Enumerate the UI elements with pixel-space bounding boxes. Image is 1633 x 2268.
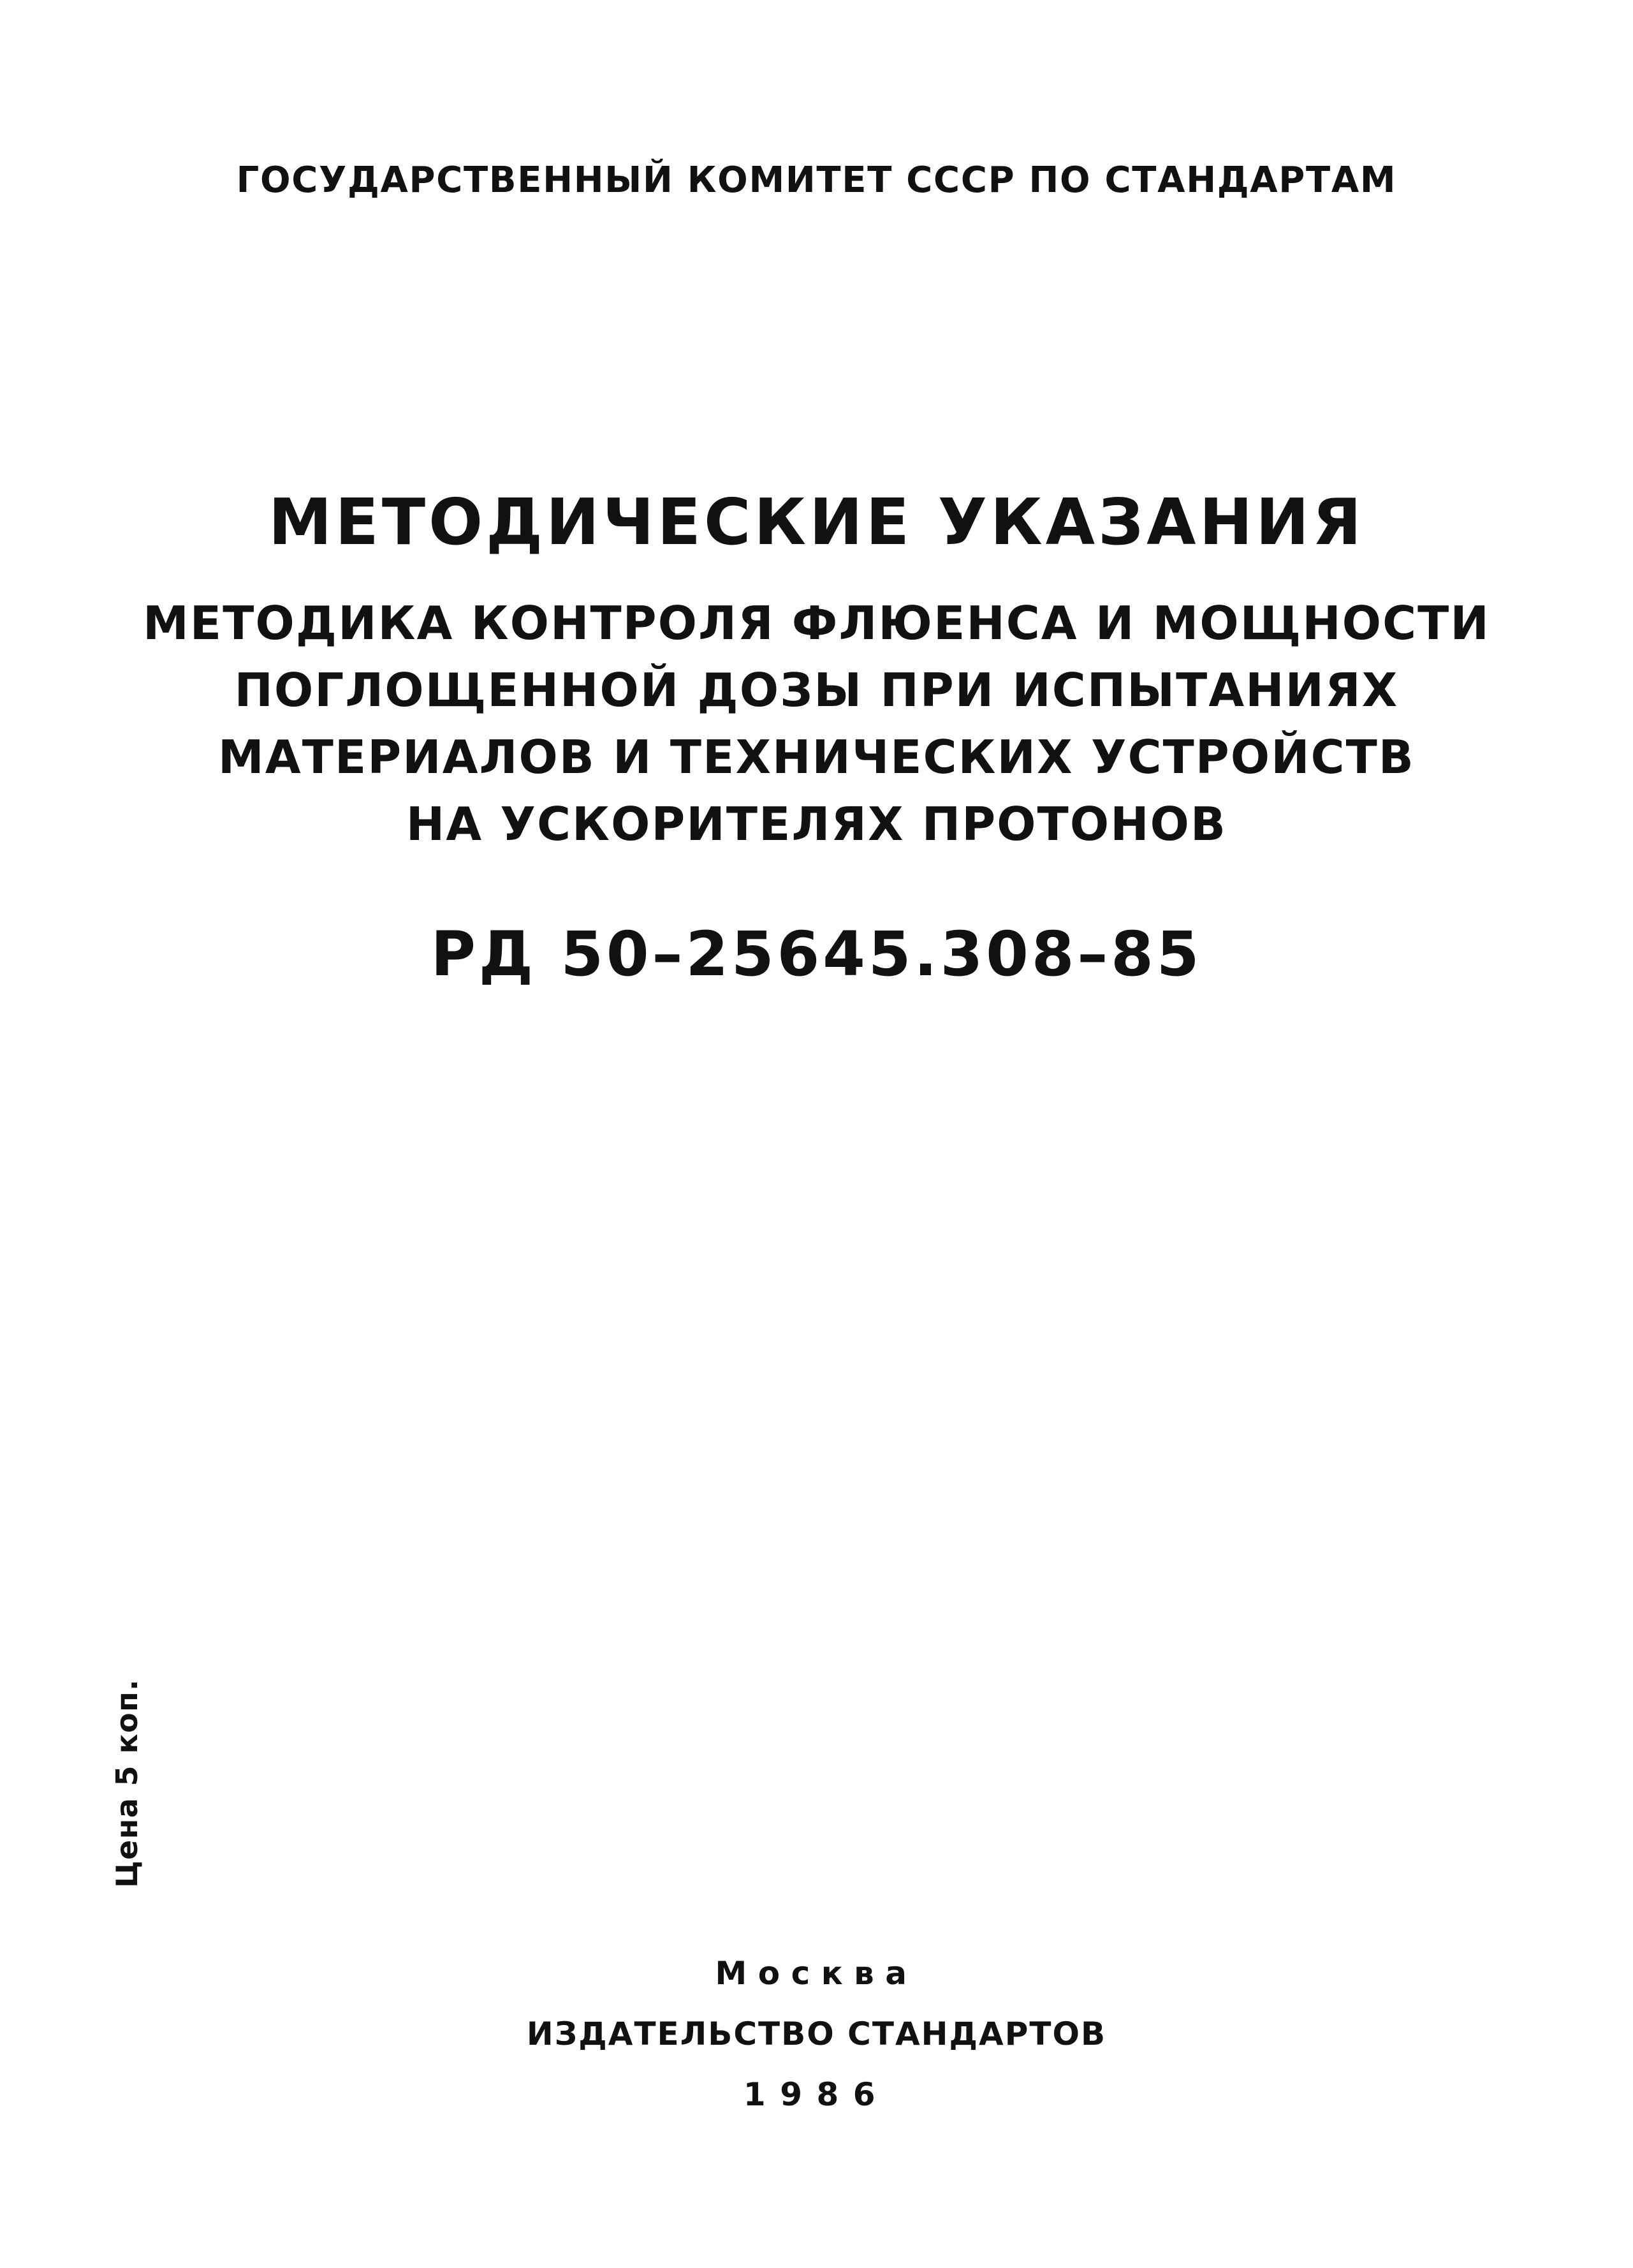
imprint-publisher: ИЗДАТЕЛЬСТВО СТАНДАРТОВ [526, 2015, 1107, 2052]
price-label: Цена 5 коп. [110, 1679, 144, 1888]
subtitle-line: ПОГЛОЩЕННОЙ ДОЗЫ ПРИ ИСПЫТАНИЯХ [234, 663, 1399, 717]
subtitle-line: МАТЕРИАЛОВ И ТЕХНИЧЕСКИХ УСТРОЙСТВ [218, 730, 1415, 784]
subtitle-line: МЕТОДИКА КОНТРОЛЯ ФЛЮЕНСА И МОЩНОСТИ [143, 596, 1490, 650]
imprint-year: 1986 [743, 2076, 890, 2113]
subtitle-line: НА УСКОРИТЕЛЯХ ПРОТОНОВ [406, 797, 1227, 851]
document-type-title: МЕТОДИЧЕСКИЕ УКАЗАНИЯ [268, 485, 1365, 559]
imprint-city: Москва [715, 1955, 918, 1992]
document-code: РД 50–25645.308–85 [430, 918, 1203, 990]
committee-header: ГОСУДАРСТВЕННЫЙ КОМИТЕТ СССР ПО СТАНДАРТАМ [236, 159, 1397, 201]
